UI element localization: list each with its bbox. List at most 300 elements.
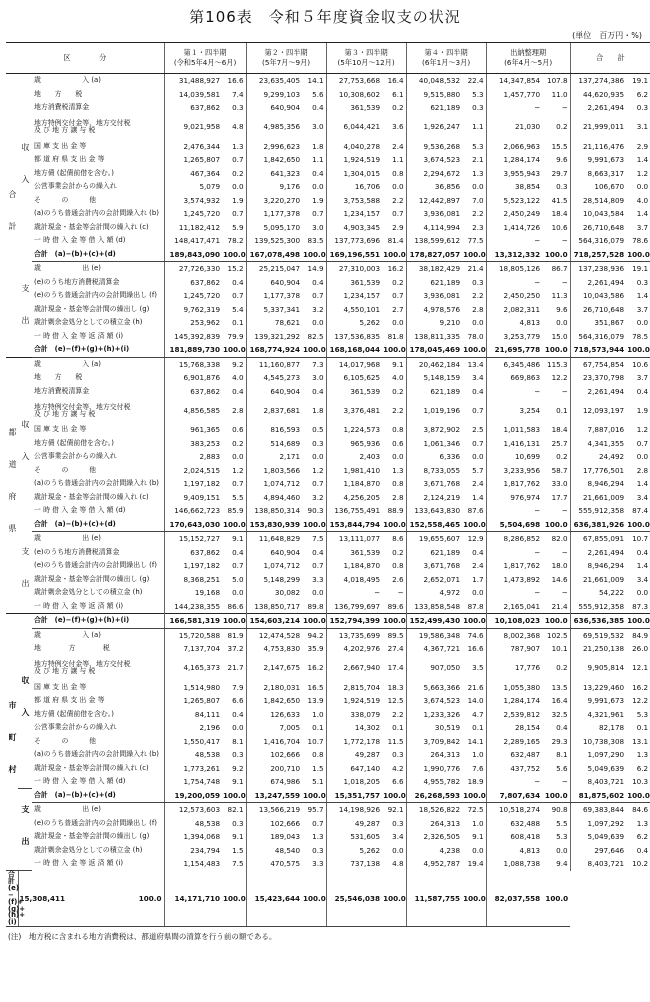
row-label: 地方消費税清算金 <box>34 386 90 395</box>
percent-cell: 0.0 <box>472 182 484 192</box>
percent-cell: 2.3 <box>472 222 484 232</box>
percent-cell: 77.5 <box>467 236 484 246</box>
unit-label: (単位 百万円・%) <box>572 31 642 40</box>
amount-cell: 4,550,101 <box>326 303 382 317</box>
amount-cell: 2,289,165 <box>486 735 542 749</box>
percent-cell: 100.0 <box>382 248 406 262</box>
page-title: 第106表 令和５年度資金収支の状況 <box>189 8 461 26</box>
amount-cell: 137,238,936 <box>570 262 626 276</box>
amount-cell: 20,462,184 <box>406 357 462 371</box>
percent-cell: 5.3 <box>636 709 649 719</box>
amount-cell: 27,726,330 <box>164 262 222 276</box>
percent-cell: 0.7 <box>472 405 484 415</box>
amount-cell: 12,573,603 <box>164 803 222 817</box>
percent-cell: 14.6 <box>551 574 568 584</box>
amount-cell: 640,904 <box>246 385 302 399</box>
amount-cell: 1,177,378 <box>246 289 302 303</box>
percent-cell: 0.2 <box>556 663 568 673</box>
percent-cell: 0.0 <box>472 452 484 462</box>
amount-cell: 1,018,205 <box>326 775 382 789</box>
total-row <box>6 871 650 927</box>
amount-cell: 1,924,519 <box>326 694 382 708</box>
amount-cell: 25,546,038 <box>326 871 382 927</box>
amount-cell: 144,238,355 <box>164 600 222 614</box>
amount-cell: 11,587,755 <box>406 871 462 927</box>
percent-cell: 95.7 <box>307 805 324 815</box>
amount-cell: 6,901,876 <box>164 371 222 385</box>
percent-cell: 11.5 <box>387 736 404 746</box>
amount-cell: 6,336 <box>406 450 462 464</box>
amount-cell: 7,887,016 <box>570 423 626 437</box>
row-label: 都 道 府 県 支 出 金 等 <box>34 696 105 705</box>
amount-cell: 2,124,219 <box>406 491 462 505</box>
row-label: 合計 (e)−(f)+(g)+(h)+(i) <box>8 870 26 927</box>
row-label: 歳 入 (a) <box>34 630 101 639</box>
row-label: 歳計現金・基金等会計間の繰入れ (c) <box>34 222 149 231</box>
amount-cell: 69,383,844 <box>570 803 626 817</box>
amount-cell: 27,753,668 <box>326 74 382 88</box>
percent-cell: 13.4 <box>462 357 486 371</box>
amount-cell: 2,261,494 <box>570 101 626 115</box>
percent-cell: 3.2 <box>312 492 324 502</box>
percent-cell: 90.3 <box>307 506 324 516</box>
amount-cell: 27,310,003 <box>326 262 382 276</box>
amount-cell: 531,605 <box>326 830 382 844</box>
percent-cell: 7.3 <box>302 357 326 371</box>
row-label: 都 道 府 県 支 出 金 等 <box>34 155 105 164</box>
percent-cell: 2.4 <box>392 141 404 151</box>
amount-cell: 5,262 <box>326 316 382 330</box>
percent-cell: 16.2 <box>632 682 649 692</box>
amount-cell: 133,858,548 <box>406 600 462 614</box>
percent-cell: 0.0 <box>392 318 404 328</box>
percent-cell: 37.2 <box>227 644 244 654</box>
amount-cell: 14,347,854 <box>486 74 542 88</box>
percent-cell: 0.7 <box>392 291 404 301</box>
amount-cell: 102,666 <box>246 748 302 762</box>
percent-cell: 0.0 <box>392 845 404 855</box>
percent-cell: 82.0 <box>551 534 568 544</box>
amount-cell: 5,523,122 <box>486 194 542 208</box>
amount-cell: 167,078,498 <box>246 248 302 262</box>
percent-cell: 1.4 <box>636 155 649 165</box>
amount-cell: 2,667,940 <box>326 656 382 681</box>
table-row <box>6 74 650 88</box>
amount-cell: 3,753,588 <box>326 194 382 208</box>
amount-cell: 106,670 <box>570 180 626 194</box>
percent-cell: 100.0 <box>626 343 650 357</box>
amount-cell: 4,972 <box>406 586 462 600</box>
row-label: 歳計剰余金処分としての積立金 (h) <box>34 318 143 327</box>
percent-cell: 100.0 <box>302 789 326 803</box>
amount-cell: 4,321,961 <box>570 708 626 722</box>
percent-cell: 1.3 <box>392 465 404 475</box>
amount-cell: − <box>486 504 542 518</box>
amount-cell: 1,284,174 <box>486 153 542 167</box>
percent-cell: 12.9 <box>467 534 484 544</box>
amount-cell: 234,794 <box>164 844 222 858</box>
row-label: 公営事業会計からの繰入れ <box>34 182 117 191</box>
amount-cell: 3,872,902 <box>406 423 462 437</box>
amount-cell: 6,044,421 <box>326 115 382 140</box>
percent-cell: 81.8 <box>387 331 404 341</box>
percent-cell: 2.8 <box>392 492 404 502</box>
percent-cell: 87.3 <box>632 601 649 611</box>
amount-cell: 9,409,151 <box>164 491 222 505</box>
percent-cell: 5.3 <box>472 141 484 151</box>
amount-cell: 14,017,968 <box>326 357 382 371</box>
percent-cell: 2.2 <box>472 291 484 301</box>
table-row <box>6 559 650 573</box>
table-row <box>6 491 650 505</box>
percent-cell: 100.0 <box>382 789 406 803</box>
amount-cell: 31,488,927 <box>164 74 222 88</box>
percent-cell: 5.3 <box>472 89 484 99</box>
percent-cell: 41.5 <box>551 195 568 205</box>
percent-cell: 7.5 <box>232 859 244 869</box>
percent-cell: 0.2 <box>232 168 244 178</box>
amount-cell: 133,643,830 <box>406 504 462 518</box>
amount-cell: 2,294,672 <box>406 167 462 181</box>
amount-cell: 338,079 <box>326 708 382 722</box>
percent-cell: 0.1 <box>392 723 404 733</box>
percent-cell: 19.1 <box>632 76 649 86</box>
row-label: 歳計現金・基金等会計間の繰入れ (c) <box>34 492 149 501</box>
table-row <box>6 221 650 235</box>
row-label: 公営事業会計からの繰入れ <box>34 452 117 461</box>
percent-cell: 5.7 <box>472 465 484 475</box>
amount-cell: 555,912,358 <box>570 600 626 614</box>
amount-cell: 14,198,926 <box>326 803 382 817</box>
percent-cell: 1.1 <box>392 155 404 165</box>
percent-cell: 13.9 <box>307 696 324 706</box>
percent-cell: 4.0 <box>636 195 649 205</box>
percent-cell: 0.4 <box>556 723 568 733</box>
percent-cell: 3.6 <box>392 122 404 132</box>
amount-cell: 25,215,047 <box>246 262 302 276</box>
row-label: 地方特例交付金等、地方交付税 及 び 地 方 譲 与 税 <box>34 119 131 134</box>
table-row <box>6 357 650 371</box>
amount-cell: 3,674,523 <box>406 153 462 167</box>
amount-cell: 13,312,332 <box>486 248 542 262</box>
amount-cell: 647,140 <box>326 762 382 776</box>
amount-cell: 4,978,576 <box>406 303 462 317</box>
amount-cell: 170,643,030 <box>164 518 222 532</box>
percent-cell: 3.7 <box>636 304 649 314</box>
amount-cell: 1,019,196 <box>406 398 462 423</box>
amount-cell: 621,189 <box>406 546 462 560</box>
amount-cell: 9,021,958 <box>164 115 222 140</box>
percent-cell: 0.4 <box>312 277 324 287</box>
percent-cell: 18.3 <box>387 682 404 692</box>
row-label: (a)のうち普通会計内の会計間繰入れ (b) <box>34 750 159 759</box>
amount-cell: 674,986 <box>246 775 302 789</box>
percent-cell: 1.3 <box>636 750 649 760</box>
percent-cell: 7.4 <box>232 89 244 99</box>
percent-cell: 0.2 <box>392 103 404 113</box>
percent-cell: 100.0 <box>222 871 246 927</box>
row-label: 合計 (a)−(b)+(c)+(d) <box>32 518 164 532</box>
row-label: 歳計現金・基金等会計間の繰出し (g) <box>34 304 150 313</box>
subgroup-label: 支 出 <box>18 789 32 871</box>
percent-cell: 10.7 <box>307 736 324 746</box>
amount-cell: 102,666 <box>246 817 302 831</box>
percent-cell: 2.9 <box>392 222 404 232</box>
percent-cell: 10.2 <box>632 859 649 869</box>
amount-cell: 38,182,429 <box>406 262 462 276</box>
percent-cell: 1.0 <box>472 818 484 828</box>
table-row <box>6 681 650 695</box>
amount-cell: 632,487 <box>486 748 542 762</box>
amount-cell: 1,234,157 <box>326 207 382 221</box>
amount-cell: 3,671,768 <box>406 559 462 573</box>
amount-cell: 1,773,261 <box>164 762 222 776</box>
amount-cell: 1,842,650 <box>246 153 302 167</box>
row-label: 地 方 税 <box>34 644 110 653</box>
amount-cell: 2,261,494 <box>570 276 626 290</box>
amount-cell: 13,229,460 <box>570 681 626 695</box>
amount-cell: 1,817,762 <box>486 477 542 491</box>
percent-cell: 1.8 <box>312 141 324 151</box>
table-row <box>6 721 650 735</box>
percent-cell: 1.8 <box>312 405 324 415</box>
table-row <box>6 330 650 344</box>
amount-cell: 14,302 <box>326 721 382 735</box>
amount-cell: 9,515,880 <box>406 88 462 102</box>
percent-cell: 0.4 <box>232 547 244 557</box>
percent-cell: 2.8 <box>636 465 649 475</box>
amount-cell: 1,097,292 <box>570 817 626 831</box>
amount-cell: 2,082,311 <box>486 303 542 317</box>
percent-cell: 14.0 <box>467 696 484 706</box>
percent-cell: 29.7 <box>551 168 568 178</box>
amount-cell: 3,674,523 <box>406 694 462 708</box>
table-row <box>6 817 650 831</box>
amount-cell: 2,196 <box>164 721 222 735</box>
percent-cell: 1.2 <box>636 168 649 178</box>
percent-cell: 10.3 <box>632 777 649 787</box>
row-label: 地方特例交付金等、地方交付税 及 び 地 方 譲 与 税 <box>34 660 131 675</box>
percent-cell: 1.2 <box>232 465 244 475</box>
amount-cell: − <box>486 234 542 248</box>
amount-cell: 564,316,079 <box>570 234 626 248</box>
percent-cell: 21.4 <box>467 264 484 274</box>
table-row <box>6 600 650 614</box>
table-row <box>6 735 650 749</box>
row-label: 国 庫 支 出 金 等 <box>34 682 87 691</box>
percent-cell: 1.3 <box>232 141 244 151</box>
percent-cell: 79.9 <box>227 331 244 341</box>
percent-cell: 0.7 <box>312 291 324 301</box>
percent-cell: 0.8 <box>392 168 404 178</box>
percent-cell: 2.7 <box>392 304 404 314</box>
percent-cell: 17.7 <box>551 492 568 502</box>
amount-cell: 36,856 <box>406 180 462 194</box>
percent-cell: 0.0 <box>636 318 649 328</box>
amount-cell: 1,197,182 <box>164 477 222 491</box>
amount-cell: 8,733,055 <box>406 464 462 478</box>
amount-cell: 10,043,584 <box>570 207 626 221</box>
amount-cell: 1,981,410 <box>326 464 382 478</box>
percent-cell: 89.6 <box>387 601 404 611</box>
amount-cell: − <box>486 101 542 115</box>
amount-cell: − <box>486 385 542 399</box>
row-label: そ の 他 <box>34 736 97 745</box>
amount-cell: 4,018,495 <box>326 573 382 587</box>
amount-cell: 1,234,157 <box>326 289 382 303</box>
percent-cell: 1.5 <box>312 763 324 773</box>
amount-cell: 787,907 <box>486 642 542 656</box>
amount-cell: 5,148,159 <box>406 371 462 385</box>
row-label: 歳 入 (a) <box>34 76 101 85</box>
amount-cell: 1,184,870 <box>326 559 382 573</box>
percent-cell: 0.3 <box>472 103 484 113</box>
amount-cell: 5,262 <box>326 844 382 858</box>
row-label: 合計 (a)−(b)+(c)+(d) <box>32 248 164 262</box>
amount-cell: 2,261,494 <box>570 546 626 560</box>
amount-cell: 10,108,023 <box>486 614 542 629</box>
percent-cell: 0.7 <box>232 209 244 219</box>
percent-cell: 100.0 <box>222 248 246 262</box>
percent-cell: 87.6 <box>467 506 484 516</box>
amount-cell: 138,599,612 <box>406 234 462 248</box>
amount-cell: 3,936,081 <box>406 207 462 221</box>
percent-cell: 10.7 <box>632 534 649 544</box>
amount-cell: 2,996,623 <box>246 140 302 154</box>
percent-cell: 5.4 <box>232 304 244 314</box>
amount-cell: 82,178 <box>570 721 626 735</box>
table-row <box>6 207 650 221</box>
percent-cell: 0.4 <box>312 168 324 178</box>
amount-cell: 1,154,483 <box>164 857 222 871</box>
percent-cell: 84.6 <box>632 805 649 815</box>
percent-cell: 2.2 <box>392 709 404 719</box>
amount-cell: 84,111 <box>164 708 222 722</box>
percent-cell: 7.6 <box>472 763 484 773</box>
percent-cell: 8.1 <box>556 750 568 760</box>
percent-cell: 7.5 <box>312 534 324 544</box>
row-label: 歳計現金・基金等会計間の繰入れ (c) <box>34 763 149 772</box>
total-row <box>6 789 650 803</box>
percent-cell: 0.7 <box>232 155 244 165</box>
amount-cell: 200,710 <box>246 762 302 776</box>
percent-cell: 0.0 <box>232 452 244 462</box>
percent-cell: 78.5 <box>632 331 649 341</box>
amount-cell: 152,794,399 <box>326 614 382 629</box>
percent-cell: 12.2 <box>632 696 649 706</box>
amount-cell: 1,550,417 <box>164 735 222 749</box>
amount-cell: 67,855,091 <box>570 532 626 546</box>
amount-cell: 637,862 <box>164 101 222 115</box>
percent-cell: − <box>397 588 404 598</box>
amount-cell: 1,233,326 <box>406 708 462 722</box>
amount-cell: 3,233,956 <box>486 464 542 478</box>
percent-cell: 7.0 <box>472 195 484 205</box>
row-label: (e)のうち地方消費税清算金 <box>34 547 120 556</box>
percent-cell: 0.7 <box>636 438 649 448</box>
amount-cell: 1,416,131 <box>486 437 542 451</box>
amount-cell: 19,655,607 <box>406 532 462 546</box>
amount-cell: 1,924,519 <box>326 153 382 167</box>
percent-cell: 0.4 <box>312 547 324 557</box>
amount-cell: 9,536,268 <box>406 140 462 154</box>
percent-cell: 1.1 <box>312 155 324 165</box>
amount-cell: 6,345,486 <box>486 357 542 371</box>
amount-cell: 1,416,704 <box>246 735 302 749</box>
percent-cell: 1.9 <box>636 405 649 415</box>
percent-cell: 0.8 <box>392 425 404 435</box>
percent-cell: 100.0 <box>626 789 650 803</box>
table-row <box>6 234 650 248</box>
amount-cell: 21,661,009 <box>570 491 626 505</box>
amount-cell: 976,974 <box>486 491 542 505</box>
amount-cell: 4,952,787 <box>406 857 462 871</box>
amount-cell: 1,055,380 <box>486 681 542 695</box>
percent-cell: 1.2 <box>312 465 324 475</box>
percent-cell: 6.2 <box>636 763 649 773</box>
amount-cell: 5,049,639 <box>570 762 626 776</box>
percent-cell: 100.0 <box>542 248 570 262</box>
amount-cell: 9,762,319 <box>164 303 222 317</box>
percent-cell: 2.8 <box>232 405 244 415</box>
amount-cell: 153,844,794 <box>326 518 382 532</box>
table-row <box>6 167 650 181</box>
amount-cell: 718,573,944 <box>570 343 626 357</box>
amount-cell: 13,566,219 <box>246 803 302 817</box>
table-row <box>6 437 650 451</box>
amount-cell: 8,403,721 <box>570 775 626 789</box>
percent-cell: 0.4 <box>472 547 484 557</box>
percent-cell: 9.6 <box>556 304 568 314</box>
table-row <box>6 153 650 167</box>
table-row <box>6 88 650 102</box>
percent-cell: 1.5 <box>232 845 244 855</box>
percent-cell: 0.4 <box>312 103 324 113</box>
amount-cell: 3,254 <box>486 398 542 423</box>
amount-cell: 9,905,814 <box>570 656 626 681</box>
amount-cell: 168,168,044 <box>326 343 382 357</box>
table-row <box>6 423 650 437</box>
percent-cell: 3.7 <box>636 373 649 383</box>
amount-cell: 7,807,634 <box>486 789 542 803</box>
amount-cell: 3,376,481 <box>326 398 382 423</box>
percent-cell: 2.6 <box>392 574 404 584</box>
percent-cell: 1.4 <box>636 479 649 489</box>
amount-cell: 4,202,976 <box>326 642 382 656</box>
percent-cell: 0.0 <box>556 845 568 855</box>
amount-cell: 21,999,011 <box>570 115 626 140</box>
amount-cell: 640,904 <box>246 276 302 290</box>
percent-cell: 0.3 <box>636 277 649 287</box>
row-label: 国 庫 支 出 金 等 <box>34 141 87 150</box>
table-row <box>6 694 650 708</box>
percent-cell: 1.4 <box>636 561 649 571</box>
row-label: 一 時 借 入 金 等 返 済 額 (i) <box>34 601 124 610</box>
row-label: (e)のうち普通会計内の会計間繰出し (f) <box>34 291 157 300</box>
amount-cell: − <box>486 276 542 290</box>
amount-cell: 10,738,308 <box>570 735 626 749</box>
percent-cell: 0.0 <box>312 452 324 462</box>
amount-cell: 78,621 <box>246 316 302 330</box>
amount-cell: 12,442,897 <box>406 194 462 208</box>
percent-cell: 9.4 <box>556 859 568 869</box>
funds-table <box>6 42 650 927</box>
percent-cell: 72.5 <box>467 805 484 815</box>
amount-cell: 437,752 <box>486 762 542 776</box>
row-label: (e)のうち普通会計内の会計間繰出し (f) <box>34 561 157 570</box>
percent-cell: 100.0 <box>222 518 246 532</box>
amount-cell: 1,394,068 <box>164 830 222 844</box>
